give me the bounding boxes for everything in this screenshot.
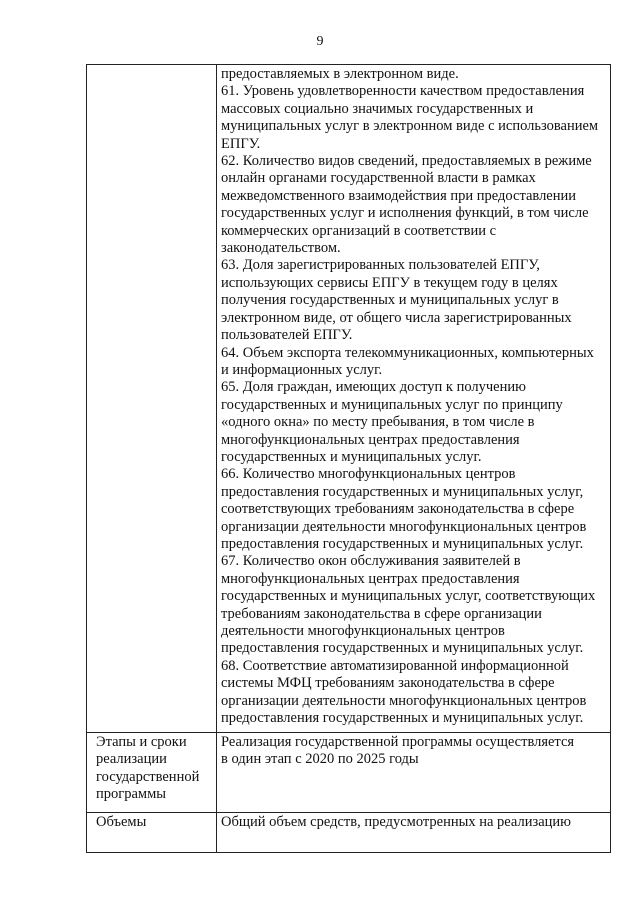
- row-label-cell: [87, 65, 217, 733]
- text-line: 66. Количество многофункциональных центров: [221, 466, 516, 483]
- row-label-cell: [87, 733, 217, 813]
- page-number: 9: [316, 34, 324, 49]
- text-line: предоставления государственных и муниципальных услуг.: [221, 640, 584, 657]
- text-line: предоставляемых в электронном виде.: [221, 66, 459, 82]
- text-line: организации деятельности многофункциональных центров: [221, 692, 587, 709]
- text-line: реализации: [96, 751, 167, 768]
- text-line: государственной: [96, 768, 200, 785]
- text-line: массовых социально значимых государственных и: [221, 100, 534, 117]
- text-line: «одного окна» по месту пребывания, в том числе в: [221, 414, 535, 431]
- text-line: в один этап с 2020 по 2025 годы: [221, 751, 419, 768]
- volumes-description-cell: [217, 813, 611, 853]
- text-line: межведомственного взаимодействия при предоставлении: [221, 187, 577, 204]
- text-line: и информационных услуг.: [221, 361, 383, 378]
- program-passport-table: [86, 64, 611, 853]
- text-line: государственных и муниципальных услуг.: [221, 448, 482, 465]
- text-line: 65. Доля граждан, имеющих доступ к получению: [221, 379, 526, 396]
- text-line: предоставления государственных и муниципальных услуг.: [221, 535, 584, 552]
- stages-description-cell: [217, 733, 611, 813]
- text-line: требованиям законодательства в сфере организации: [221, 605, 542, 622]
- text-line: программы: [96, 786, 166, 803]
- text-line: ЕПГУ.: [221, 135, 261, 152]
- text-line: многофункциональных центрах предоставления: [221, 570, 520, 587]
- text-line: системы МФЦ требованиям законодательства в сфере: [221, 675, 555, 692]
- text-line: организации деятельности многофункциональных центров: [221, 518, 587, 535]
- text-line: 64. Объем экспорта телекоммуникационных, компьютерных: [221, 344, 594, 361]
- text-line: Объемы: [96, 814, 147, 830]
- text-line: онлайн органами государственной власти в рамках: [221, 170, 536, 187]
- indicators-list-cell: [217, 65, 611, 733]
- text-line: Реализация государственной программы осуществляется: [221, 734, 575, 750]
- text-line: получения государственных и муниципальных услуг в: [221, 292, 559, 309]
- text-line: законодательством.: [221, 240, 341, 257]
- row-label-cell: [87, 813, 217, 853]
- text-line: муниципальных услуг в электронном виде с использованием: [221, 118, 599, 135]
- text-line: электронном виде, от общего числа зарегистрированных: [221, 309, 572, 326]
- text-line: коммерческих организаций в соответствии с: [221, 222, 497, 239]
- text-line: 67. Количество окон обслуживания заявителей в: [221, 553, 521, 570]
- text-line: Общий объем средств, предусмотренных на реализацию: [221, 814, 571, 830]
- text-line: предоставления государственных и муниципальных услуг,: [221, 483, 584, 500]
- table-row-indicators: [87, 65, 611, 733]
- table-row-volumes: [87, 813, 611, 853]
- text-line: Этапы и сроки: [96, 734, 187, 750]
- text-line: государственных услуг и исполнения функций, в том числе: [221, 205, 589, 222]
- table-row-stages: [87, 733, 611, 813]
- text-line: пользователей ЕПГУ.: [221, 327, 353, 344]
- text-line: предоставления государственных и муниципальных услуг.: [221, 710, 584, 727]
- text-line: многофункциональных центрах предоставления: [221, 431, 520, 448]
- text-line: 61. Уровень удовлетворенности качеством предоставления: [221, 83, 585, 100]
- text-line: 63. Доля зарегистрированных пользователей ЕПГУ,: [221, 257, 540, 274]
- text-line: деятельности многофункциональных центров: [221, 623, 505, 639]
- text-line: 68. Соответствие автоматизированной информационной: [221, 657, 569, 674]
- text-line: использующих сервисы ЕПГУ в текущем году в целях: [221, 274, 558, 291]
- text-line: государственных и муниципальных услуг по принципу: [221, 396, 563, 413]
- text-line: государственных и муниципальных услуг, соответствующих: [221, 588, 596, 605]
- text-line: соответствующих требованиям законодательства в сфере: [221, 501, 575, 518]
- text-line: 62. Количество видов сведений, предоставляемых в режиме: [221, 153, 592, 170]
